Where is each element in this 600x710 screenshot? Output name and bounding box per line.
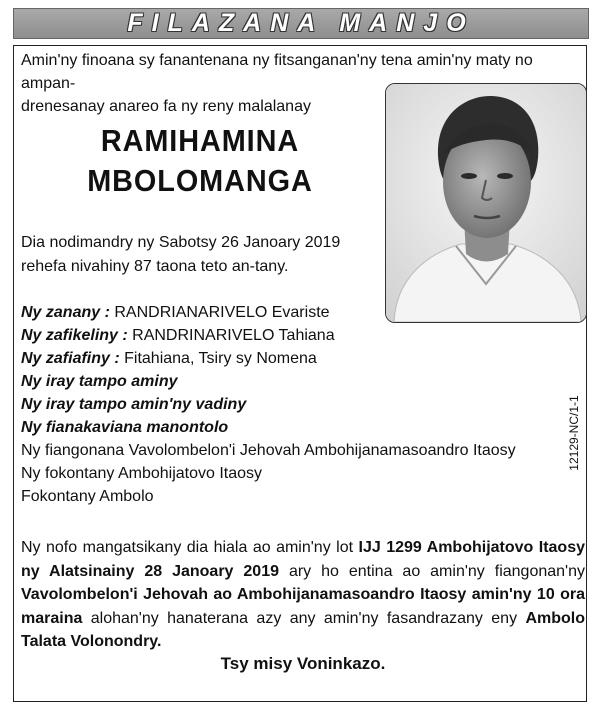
header-banner	[13, 8, 589, 39]
family-list	[21, 301, 561, 508]
family-label: Ny zanany :	[21, 304, 110, 321]
portrait-photo	[385, 83, 587, 323]
deceased-name-line: RAMIHAMINA	[100, 123, 300, 158]
family-label: Ny fianakaviana manontolo	[21, 419, 229, 436]
family-line	[21, 347, 561, 370]
deceased-name-line: MBOLOMANGA	[87, 163, 313, 198]
family-line	[21, 485, 561, 508]
family-line	[21, 416, 561, 439]
page-title: FILAZANA MANJO	[127, 9, 475, 37]
funeral-text: Ny nofo mangatsikany dia hiala ao amin'ny lot	[21, 539, 359, 556]
family-value: Fokontany Ambolo	[21, 488, 154, 505]
family-label: Ny iray tampo amin'ny vadiny	[21, 396, 247, 413]
family-value: RANDRIANARIVELO Evariste	[109, 304, 330, 321]
deceased-name	[20, 121, 380, 201]
funeral-text: ary ho entina ao amin'ny fiangonan'ny	[279, 562, 585, 580]
family-line	[21, 370, 561, 393]
family-label: Ny iray tampo aminy	[21, 373, 178, 390]
death-details	[21, 231, 381, 279]
intro-line: drenesanay anareo fa ny reny malalanay	[21, 98, 311, 115]
funeral-text: alohan'ny hanaterana azy any amin'ny fasandrazany eny	[82, 609, 526, 627]
family-value: Ny fokontany Ambohijatovo Itaosy	[21, 465, 263, 482]
family-line	[21, 324, 561, 347]
death-line: Dia nodimandry ny Sabotsy 26 Janoary 2019	[21, 234, 341, 251]
closing-note: Tsy misy Voninkazo.	[220, 654, 386, 673]
funeral-burial-place: Ambolo Talata Volonondry.	[21, 609, 585, 650]
family-line	[21, 393, 561, 416]
family-value: Fitahiana, Tsiry sy Nomena	[119, 350, 317, 367]
family-label: Ny zafikeliny :	[21, 327, 128, 344]
family-line	[21, 439, 561, 462]
reference-code: 12129-NC/1-1	[567, 395, 581, 471]
family-value: RANDRINARIVELO Tahiana	[127, 327, 335, 344]
family-line	[21, 462, 561, 485]
intro-line: Amin'ny finoana sy fanantenana ny fitsanganan'ny tena amin'ny maty no ampan-	[21, 52, 533, 92]
family-value: Ny fiangonana Vavolombelon'i Jehovah Ambohijanamasoandro Itaosy	[21, 442, 516, 459]
funeral-church: Vavolombelon'i Jehovah ao Ambohijanamasoandro Itaosy amin'ny 10 ora maraina	[21, 586, 585, 627]
family-line	[21, 301, 561, 324]
funeral-location: IJJ 1299 Ambohijatovo Itaosy ny Alatsinainy 28 Janoary 2019	[21, 539, 585, 580]
funeral-details	[21, 536, 585, 654]
family-label: Ny zafiafiny :	[21, 350, 120, 367]
death-line: rehefa nivahiny 87 taona teto an-tany.	[21, 258, 289, 275]
